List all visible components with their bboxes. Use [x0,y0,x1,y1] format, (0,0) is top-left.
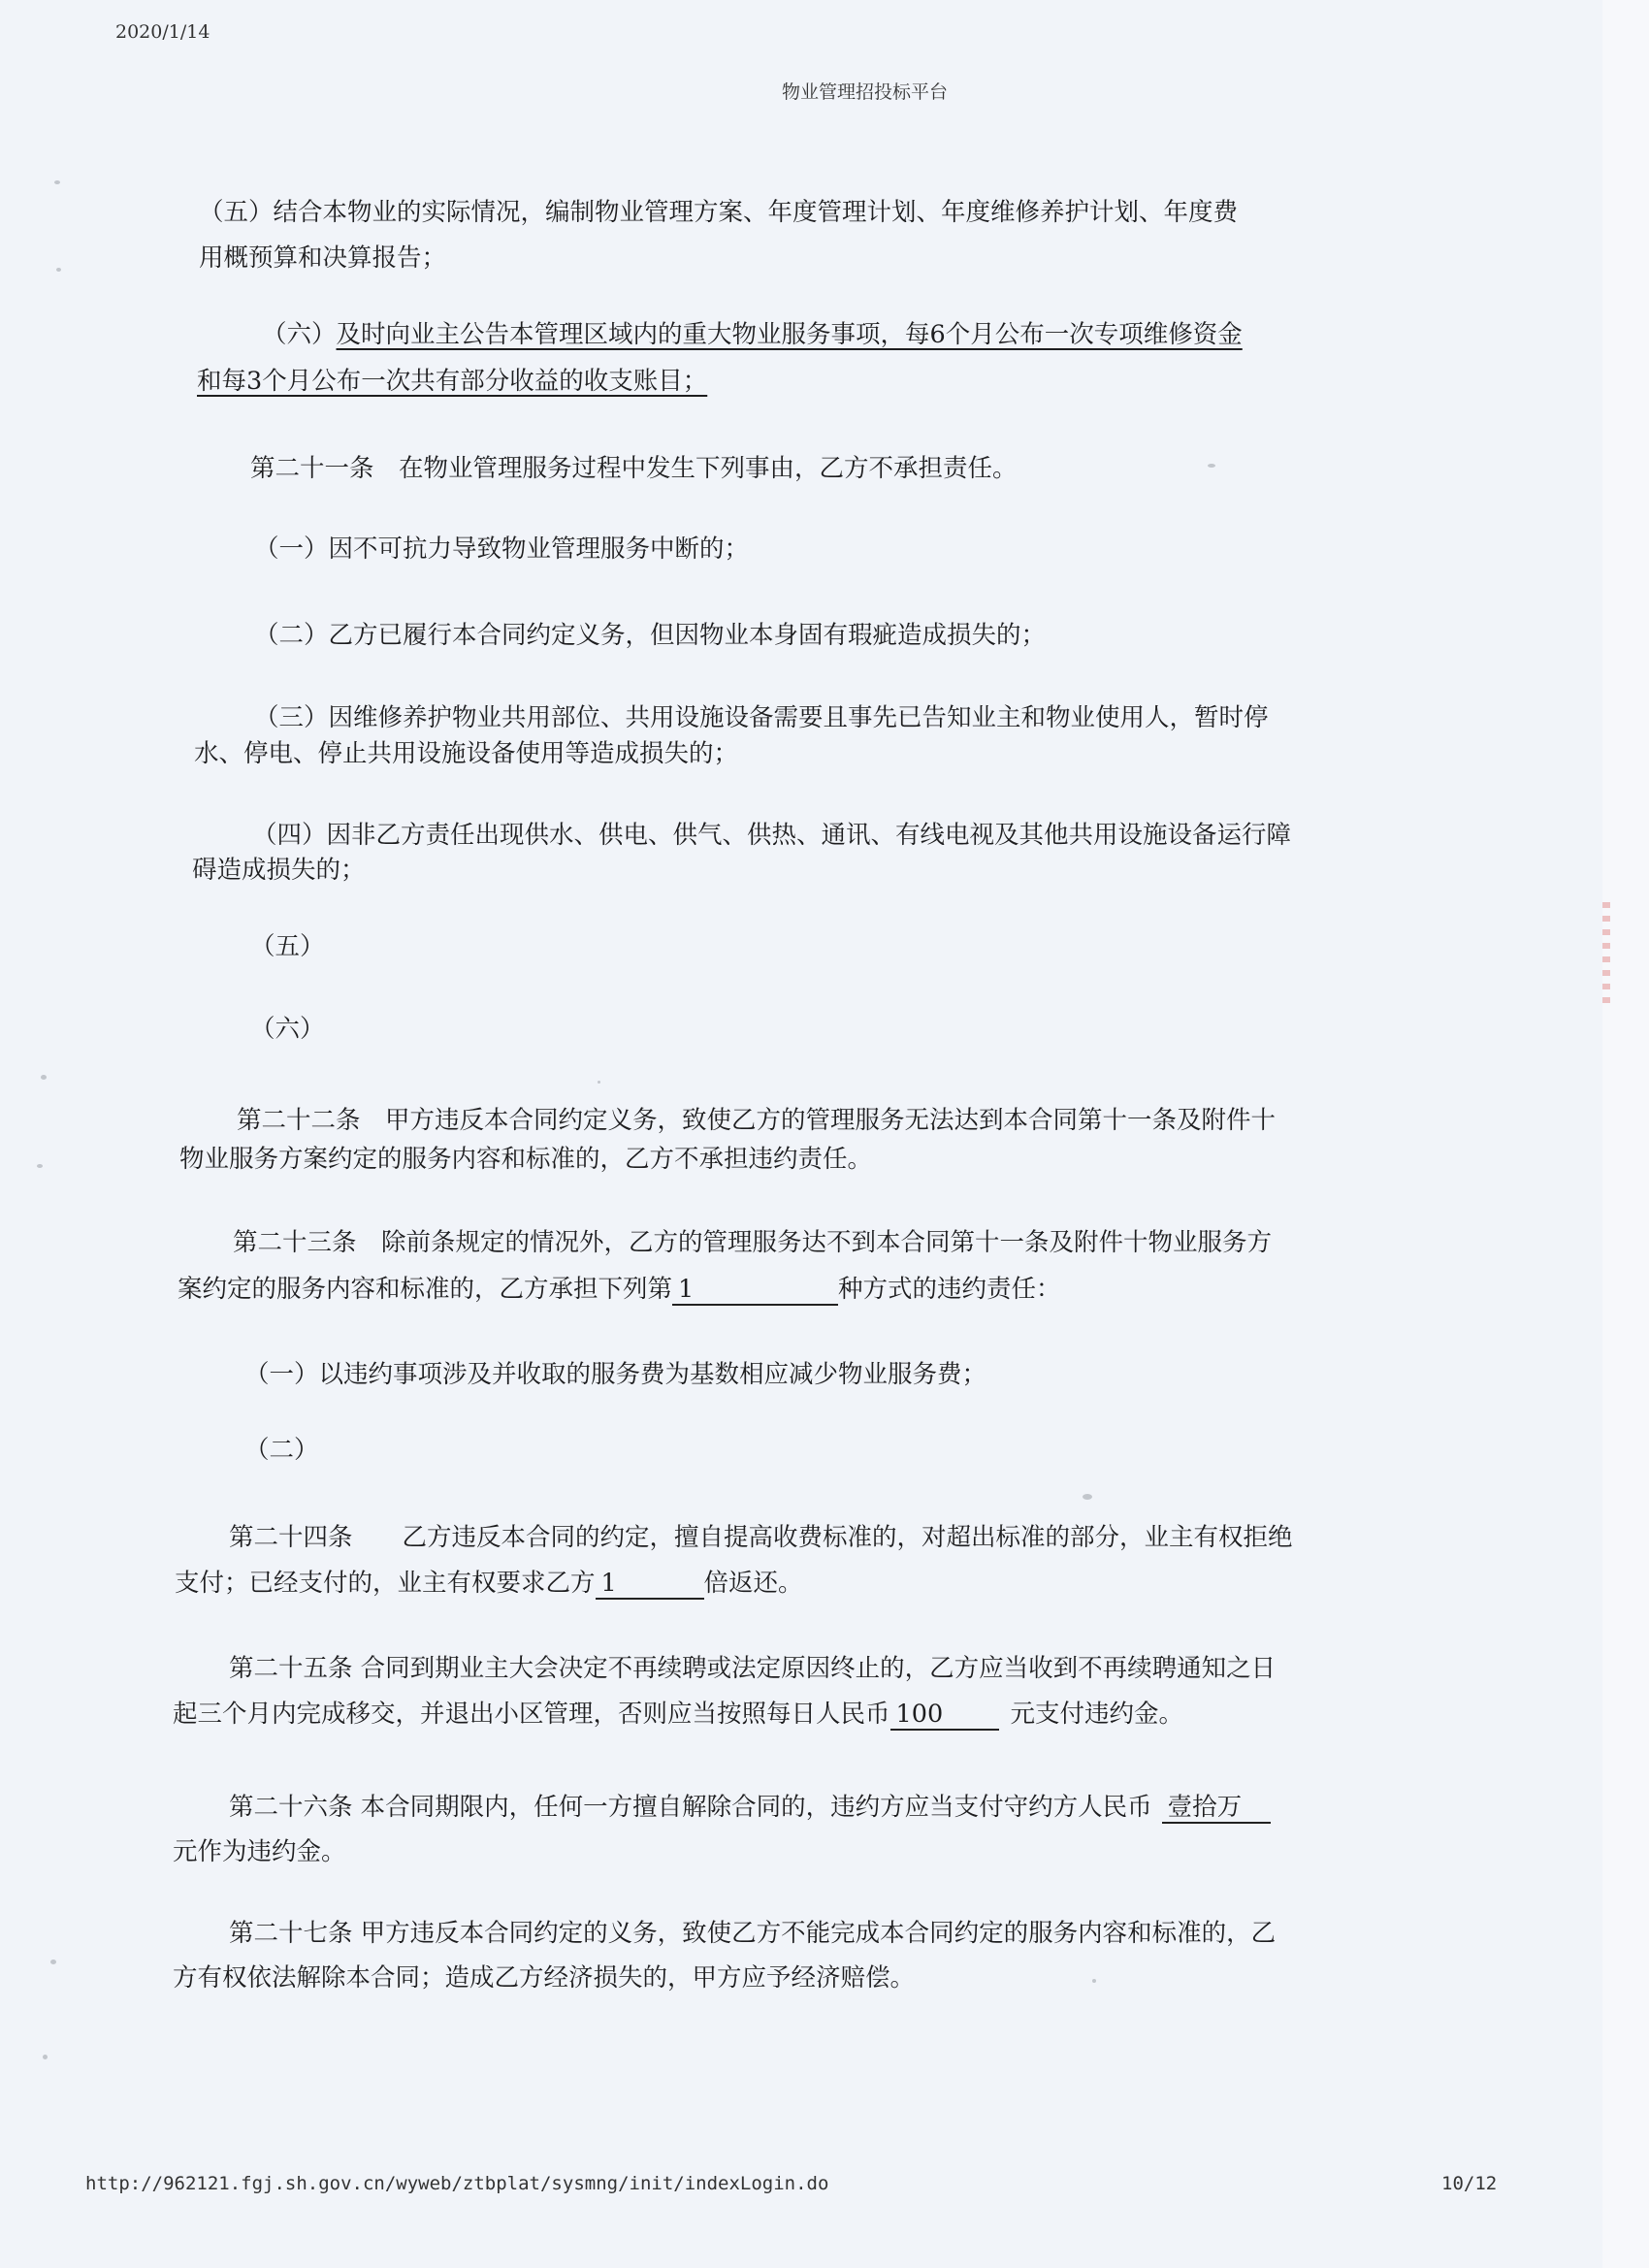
article-text: 第二十六条 本合同期限内，任何一方擅自解除合同的，违约方应当支付守约方人民币 [229,1793,1152,1822]
article-text: 支付；已经支付的，业主有权要求乙方 [175,1569,596,1598]
article-24-cont [175,1561,803,1606]
fill-blank: 壹拾万 [1162,1793,1271,1824]
item-text: （二） [244,1436,319,1465]
article-21-item-5 [250,924,325,970]
article-text: 起三个月内完成移交，并退出小区管理，否则应当按照每日人民币 [173,1700,890,1729]
article-21-item-3-cont [194,731,738,777]
article-21 [250,446,1018,492]
article-text: 元支付违约金。 [1010,1700,1184,1729]
clause-6 [262,312,1243,358]
article-22-cont [179,1137,872,1183]
clause-5 [199,190,1238,236]
scan-speck [43,2055,48,2059]
item-text: （一）以违约事项涉及并收取的服务费为基数相应减少物业服务费； [244,1360,987,1389]
article-21-item-1 [254,527,749,572]
article-23 [233,1220,1272,1266]
page-number: 10/12 [1441,2173,1498,2194]
article-21-item-6 [250,1007,325,1053]
scan-speck [598,1081,600,1084]
clause-text: （五）结合本物业的实际情况，编制物业管理方案、年度管理计划、年度维修养护计划、年度费 [199,198,1239,227]
article-27 [229,1911,1276,1957]
article-text: 第二十一条 在物业管理服务过程中发生下列事由，乙方不承担责任。 [250,454,1018,483]
article-21-item-2 [254,613,1046,659]
platform-title: 物业管理招投标平台 [782,81,949,103]
article-27-cont [173,1956,915,2001]
item-text: （四）因非乙方责任出现供水、供电、供气、供热、通讯、有线电视及其他共用设施设备运行障 [252,821,1292,850]
clause-text: 及时向业主公告本管理区域内的重大物业服务事项，每6个月公布一次专项维修资金 [336,320,1243,349]
article-text: 种方式的违约责任： [838,1275,1061,1304]
footer-url: http://962121.fgj.sh.gov.cn/wyweb/ztbplat/sysmng/init/indexLogin.do [85,2173,829,2194]
print-date: 2020/1/14 [115,21,210,43]
scan-edge [1602,0,1649,2268]
scan-speck [1083,1494,1092,1500]
article-26 [229,1785,1271,1831]
article-25 [229,1646,1276,1692]
item-text: （六） [250,1015,325,1044]
scan-speck [1092,1979,1096,1983]
article-text: 物业服务方案约定的服务内容和标准的，乙方不承担违约责任。 [179,1145,873,1174]
item-text: （三）因维修养护物业共用部位、共用设施设备需要且事先已告知业主和物业使用人，暂时停 [254,703,1269,732]
article-text: 案约定的服务内容和标准的，乙方承担下列第 [178,1275,673,1304]
scan-speck [1208,464,1215,468]
item-text: （一）因不可抗力导致物业管理服务中断的； [254,535,750,564]
clause-text: 和每3个月公布一次共有部分收益的收支账目； [197,367,708,396]
item-text: 水、停电、停止共用设施设备使用等造成损失的； [194,739,739,768]
article-text: 第二十五条 合同到期业主大会决定不再续聘或法定原因终止的，乙方应当收到不再续聘通知之日 [229,1654,1277,1683]
fill-blank: 100 [890,1700,999,1731]
article-21-item-4 [252,813,1291,859]
scan-speck [56,268,61,272]
scan-speck [37,1164,43,1168]
article-text: 元作为违约金。 [173,1837,346,1866]
article-text: 第二十二条 甲方违反本合同约定义务，致使乙方的管理服务无法达到本合同第十一条及附件十 [237,1106,1277,1135]
article-text: 第二十七条 甲方违反本合同约定的义务，致使乙方不能完成本合同约定的服务内容和标准的，乙 [229,1919,1277,1948]
scan-speck [50,1960,56,1964]
scan-speck [54,180,60,184]
article-text: 方有权依法解除本合同；造成乙方经济损失的，甲方应予经济赔偿。 [173,1963,916,1993]
article-23-item-2 [244,1428,319,1474]
clause-number: （六） [262,320,337,349]
clause-text: 用概预算和决算报告； [199,243,447,273]
clause-6-cont [197,359,707,405]
item-text: （五） [250,932,325,961]
scan-speck [41,1075,47,1080]
item-text: （二）乙方已履行本合同约定义务，但因物业本身固有瑕疵造成损失的； [254,621,1047,650]
item-text: 碍造成损失的； [192,856,366,885]
fill-blank: 1 [672,1275,838,1306]
article-text: 第二十四条 乙方违反本合同的约定，擅自提高收费标准的，对超出标准的部分，业主有权拒绝 [229,1523,1293,1552]
article-text: 第二十三条 除前条规定的情况外，乙方的管理服务达不到本合同第十一条及附件十物业服务方 [233,1228,1273,1257]
article-25-cont [173,1692,1183,1737]
scan-artifact [1602,902,1610,1009]
article-23-cont [178,1267,1061,1312]
article-24 [229,1515,1293,1561]
clause-5-cont [199,236,446,281]
article-26-cont [173,1830,346,1875]
article-23-item-1 [244,1352,986,1398]
fill-blank: 1 [596,1569,704,1600]
article-21-item-4-cont [192,848,366,893]
article-text: 倍返还。 [703,1569,803,1598]
